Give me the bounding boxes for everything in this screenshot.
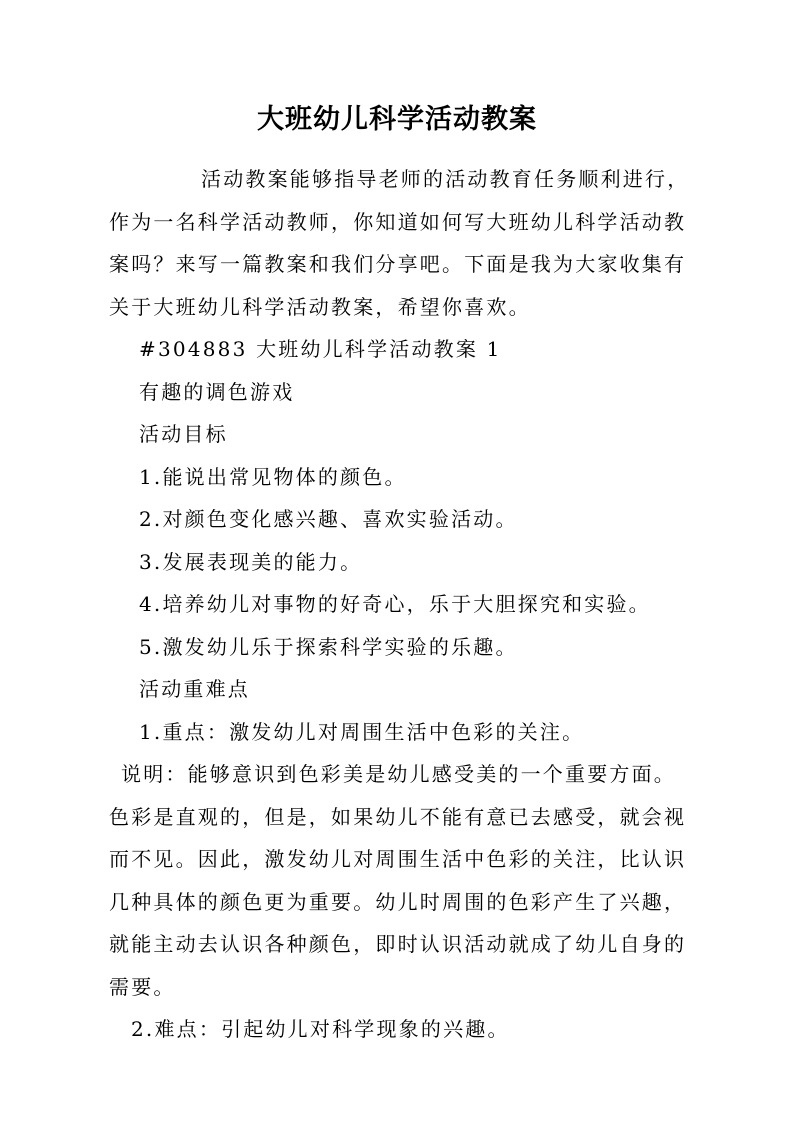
explanation-line: 色彩是直观的，但是，如果幼儿不能有意已去感受，就会视: [109, 804, 687, 829]
section-heading: #304883 大班幼儿科学活动教案 1: [139, 337, 502, 361]
difficulty-heading: 活动重难点: [139, 677, 250, 701]
key-point: 1.重点：激发幼儿对周围生活中色彩的关注。: [139, 719, 585, 744]
goal-item: 4.培养幼儿对事物的好奇心，乐于大胆探究和实验。: [139, 592, 651, 616]
document-title: 大班幼儿科学活动教案: [257, 104, 537, 135]
explanation-line: 需要。: [109, 974, 176, 999]
goal-item: 5.激发幼儿乐于探索科学实验的乐趣。: [139, 634, 518, 659]
intro-line: 作为一名科学活动教师，你知道如何写大班幼儿科学活动教: [109, 209, 687, 234]
document-body: [109, 158, 689, 1051]
intro-line: 案吗？来写一篇教案和我们分享吧。下面是我为大家收集有: [109, 252, 687, 276]
intro-line: 活动教案能够指导老师的活动教育任务顺利进行，: [201, 167, 690, 191]
explanation-line: 几种具体的颜色更为重要。幼儿时周围的色彩产生了兴趣，: [109, 889, 687, 914]
explanation-line: 说明：能够意识到色彩美是幼儿感受美的一个重要方面。: [121, 762, 676, 786]
intro-line: 关于大班幼儿科学活动教案，希望你喜欢。: [109, 294, 531, 319]
goal-item: 2.对颜色变化感兴趣、喜欢实验活动。: [139, 507, 518, 531]
goals-heading: 活动目标: [139, 422, 228, 446]
activity-name: 有趣的调色游戏: [139, 379, 295, 404]
explanation-line: 就能主动去认识各种颜色，即时认识活动就成了幼儿自身的: [109, 932, 687, 956]
difficult-point: 2.难点：引起幼儿对科学现象的兴趣。: [131, 1017, 510, 1041]
goal-item: 1.能说出常见物体的颜色。: [139, 464, 407, 489]
explanation-line: 而不见。因此，激发幼儿对周围生活中色彩的关注，比认识: [109, 847, 687, 871]
goal-item: 3.发展表现美的能力。: [139, 549, 363, 574]
